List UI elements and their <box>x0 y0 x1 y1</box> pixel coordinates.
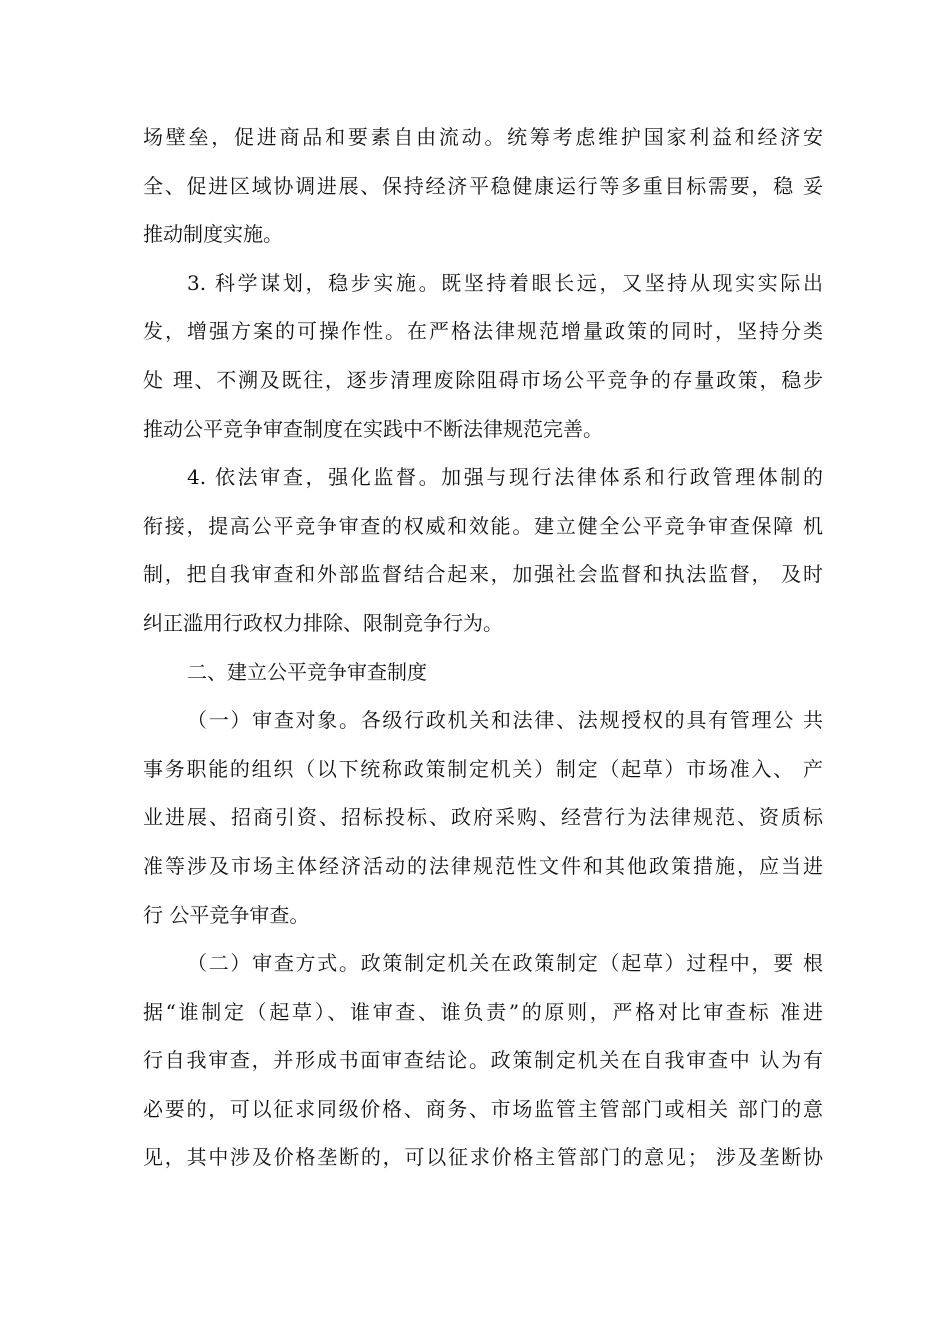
body-line: 推动公平竞争审查制度在实践中不断法律规范完善。 <box>143 416 603 441</box>
body-line: 全、促进区域协调进展、保持经济平稳健康运行等多重目标需要，稳 妥 <box>143 173 823 198</box>
body-line: 见，其中涉及价格垄断的，可以征求价格主管部门的意见； 涉及垄断协 <box>143 1145 823 1170</box>
numbered-paragraph-4: 4. 依法审查，强化监督。加强与现行法律体系和行政管理体制的 <box>187 465 823 490</box>
document-body <box>143 113 823 1182</box>
body-line: 业进展、招商引资、招标投标、政府采购、经营行为法律规范、资质标 <box>143 805 823 830</box>
body-line: 衔接，提高公平竞争审查的权威和效能。建立健全公平竞争审查保障 机 <box>143 513 823 538</box>
body-line: 制，把自我审查和外部监督结合起来，加强社会监督和执法监督， 及时 <box>143 562 823 587</box>
body-line: 纠正滥用行政权力排除、限制竞争行为。 <box>143 610 503 635</box>
body-line: 推动制度实施。 <box>143 222 283 247</box>
body-line: 必要的，可以征求同级价格、商务、市场监管主管部门或相关 部门的意 <box>143 1096 823 1121</box>
numbered-paragraph-3: 3. 科学谋划，稳步实施。既坚持着眼长远，又坚持从现实实际出 <box>187 270 823 295</box>
body-line: 场壁垒，促进商品和要素自由流动。统筹考虑维护国家利益和经济安 <box>143 125 823 149</box>
body-line: 处 理、不溯及既往，逐步清理废除阻碍市场公平竞争的存量政策，稳步 <box>143 367 823 392</box>
subsection-paragraph-2: （二）审查方式。政策制定机关在政策制定（起草）过程中，要 根 <box>187 951 823 976</box>
body-line: 准等涉及市场主体经济活动的法律规范性文件和其他政策措施，应当进 <box>143 853 823 878</box>
body-line: 行自我审查，并形成书面审查结论。政策制定机关在自我审查中 认为有 <box>143 1048 823 1073</box>
subsection-paragraph-1: （一）审查对象。各级行政机关和法律、法规授权的具有管理公 共 <box>187 708 823 733</box>
body-line: 发，增强方案的可操作性。在严格法律规范增量政策的同时，坚持分类 <box>143 319 823 344</box>
body-line: 行 公平竞争审查。 <box>143 902 310 927</box>
body-line: 据“谁制定（起草）、谁审查、谁负责”的原则，严格对比审查标 准进 <box>143 999 823 1024</box>
body-line: 事务职能的组织（以下统称政策制定机关）制定（起草）市场准入、 产 <box>143 756 823 781</box>
section-heading: 二、建立公平竞争审查制度 <box>187 659 427 684</box>
